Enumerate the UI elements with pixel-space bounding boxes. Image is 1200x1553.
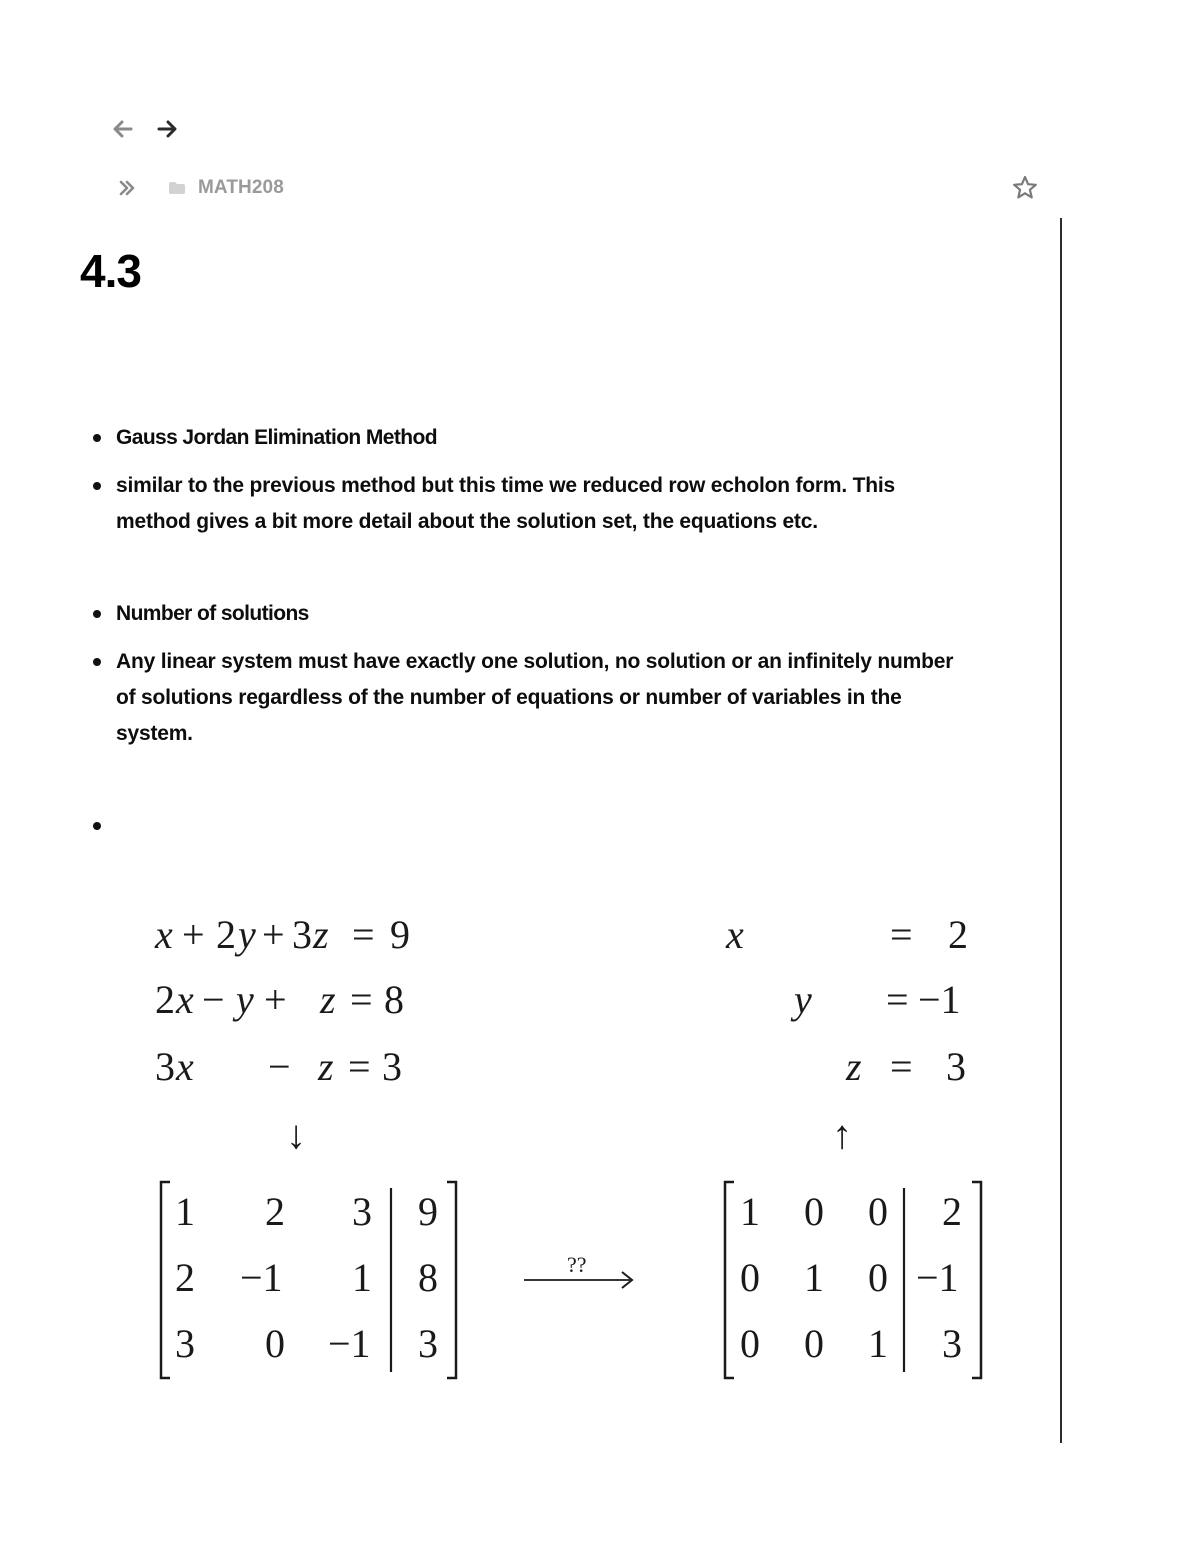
- down-arrow: ↓: [286, 1112, 306, 1157]
- svg-text:=: =: [348, 1044, 371, 1089]
- svg-text:−: −: [268, 1044, 291, 1089]
- svg-text:2: 2: [265, 1189, 285, 1234]
- breadcrumb: [116, 174, 284, 202]
- right-equation-1: [725, 912, 968, 957]
- svg-text:y: y: [236, 977, 254, 1022]
- svg-text:0: 0: [868, 1189, 888, 1234]
- svg-text:0: 0: [740, 1321, 760, 1366]
- svg-text:+: +: [264, 977, 287, 1022]
- svg-text:y: y: [238, 912, 256, 957]
- svg-text:3: 3: [942, 1321, 962, 1366]
- svg-text:x: x: [176, 977, 194, 1022]
- svg-text:3: 3: [418, 1321, 438, 1366]
- svg-text:=: =: [886, 977, 909, 1022]
- star-icon: [1011, 174, 1039, 202]
- gauss-jordan-diagram: [140, 900, 1000, 1400]
- svg-text:x: x: [155, 912, 173, 957]
- svg-text:1: 1: [804, 1255, 824, 1300]
- note-solutions-description: Any linear system must have exactly one solution, no solution or an infinitely number of solutions regardless of the number of equations or number of variables in the system.: [90, 644, 970, 752]
- forward-button[interactable]: [152, 114, 182, 144]
- svg-text:1: 1: [868, 1321, 888, 1366]
- svg-text:z: z: [320, 977, 336, 1022]
- right-equation-3: [845, 1044, 966, 1089]
- left-augmented-matrix: [161, 1182, 456, 1378]
- notes-list: [90, 420, 970, 844]
- svg-text:2: 2: [216, 912, 236, 957]
- svg-text:1: 1: [175, 1189, 195, 1234]
- svg-text:0: 0: [265, 1321, 285, 1366]
- svg-text:=: =: [350, 977, 373, 1022]
- right-equation-2: [790, 977, 961, 1022]
- svg-text:=: =: [890, 1044, 913, 1089]
- note-heading-gauss-jordan: Gauss Jordan Elimination Method: [90, 420, 970, 456]
- svg-text:−: −: [202, 977, 225, 1022]
- svg-text:−1: −1: [328, 1321, 371, 1366]
- svg-text:x: x: [726, 912, 744, 957]
- note-heading-number-of-solutions: Number of solutions: [90, 596, 970, 632]
- svg-text:−1: −1: [918, 977, 961, 1022]
- left-equation-2: [155, 977, 404, 1022]
- left-equation-1: [154, 912, 410, 957]
- page-title: 4.3: [80, 245, 141, 297]
- note-gauss-jordan-description: similar to the previous method but this time we reduced row echolon form. This method gives a bit more detail about the solution set, the equations etc.: [90, 468, 970, 540]
- svg-text:+: +: [262, 912, 285, 957]
- note-figure-bullet: [90, 808, 970, 844]
- svg-text:x: x: [176, 1044, 194, 1089]
- svg-text:9: 9: [390, 912, 410, 957]
- svg-text:0: 0: [868, 1255, 888, 1300]
- svg-text:z: z: [318, 1044, 334, 1089]
- svg-text:2: 2: [175, 1255, 195, 1300]
- svg-text:z: z: [846, 1044, 862, 1089]
- left-equation-3: [155, 1044, 402, 1089]
- svg-text:3: 3: [382, 1044, 402, 1089]
- svg-text:9: 9: [418, 1189, 438, 1234]
- scrollbar-track[interactable]: [1060, 218, 1062, 1443]
- svg-text:+: +: [182, 912, 205, 957]
- up-arrow: ↑: [832, 1112, 852, 1157]
- svg-text:8: 8: [418, 1255, 438, 1300]
- arrow-right-icon: [154, 116, 180, 142]
- folder-icon: [168, 181, 186, 195]
- gauss-jordan-figure: [140, 900, 1000, 1400]
- right-augmented-matrix: [725, 1182, 981, 1378]
- svg-text:z: z: [313, 912, 329, 957]
- svg-text:1: 1: [352, 1255, 372, 1300]
- svg-text:0: 0: [804, 1321, 824, 1366]
- svg-text:2: 2: [155, 977, 175, 1022]
- svg-text:=: =: [890, 912, 913, 957]
- svg-text:2: 2: [942, 1189, 962, 1234]
- svg-text:3: 3: [946, 1044, 966, 1089]
- svg-text:1: 1: [740, 1189, 760, 1234]
- svg-text:3: 3: [155, 1044, 175, 1089]
- svg-text:2: 2: [948, 912, 968, 957]
- svg-text:3: 3: [292, 912, 312, 957]
- svg-text:=: =: [352, 912, 375, 957]
- svg-text:8: 8: [384, 977, 404, 1022]
- transform-arrow: [524, 1252, 632, 1288]
- breadcrumb-folder-link[interactable]: MATH208: [198, 177, 284, 198]
- svg-text:0: 0: [804, 1189, 824, 1234]
- expand-sidebar-button[interactable]: [116, 177, 138, 199]
- favorite-button[interactable]: [1010, 173, 1040, 203]
- svg-text:0: 0: [740, 1255, 760, 1300]
- history-nav: [108, 114, 182, 144]
- svg-text:−1: −1: [916, 1255, 959, 1300]
- chevrons-right-icon: [117, 178, 137, 198]
- arrow-left-icon: [110, 116, 136, 142]
- svg-text:−1: −1: [240, 1255, 283, 1300]
- svg-text:3: 3: [175, 1321, 195, 1366]
- back-button[interactable]: [108, 114, 138, 144]
- svg-text:y: y: [794, 977, 812, 1022]
- svg-text:3: 3: [352, 1189, 372, 1234]
- svg-text:??: ??: [567, 1252, 587, 1277]
